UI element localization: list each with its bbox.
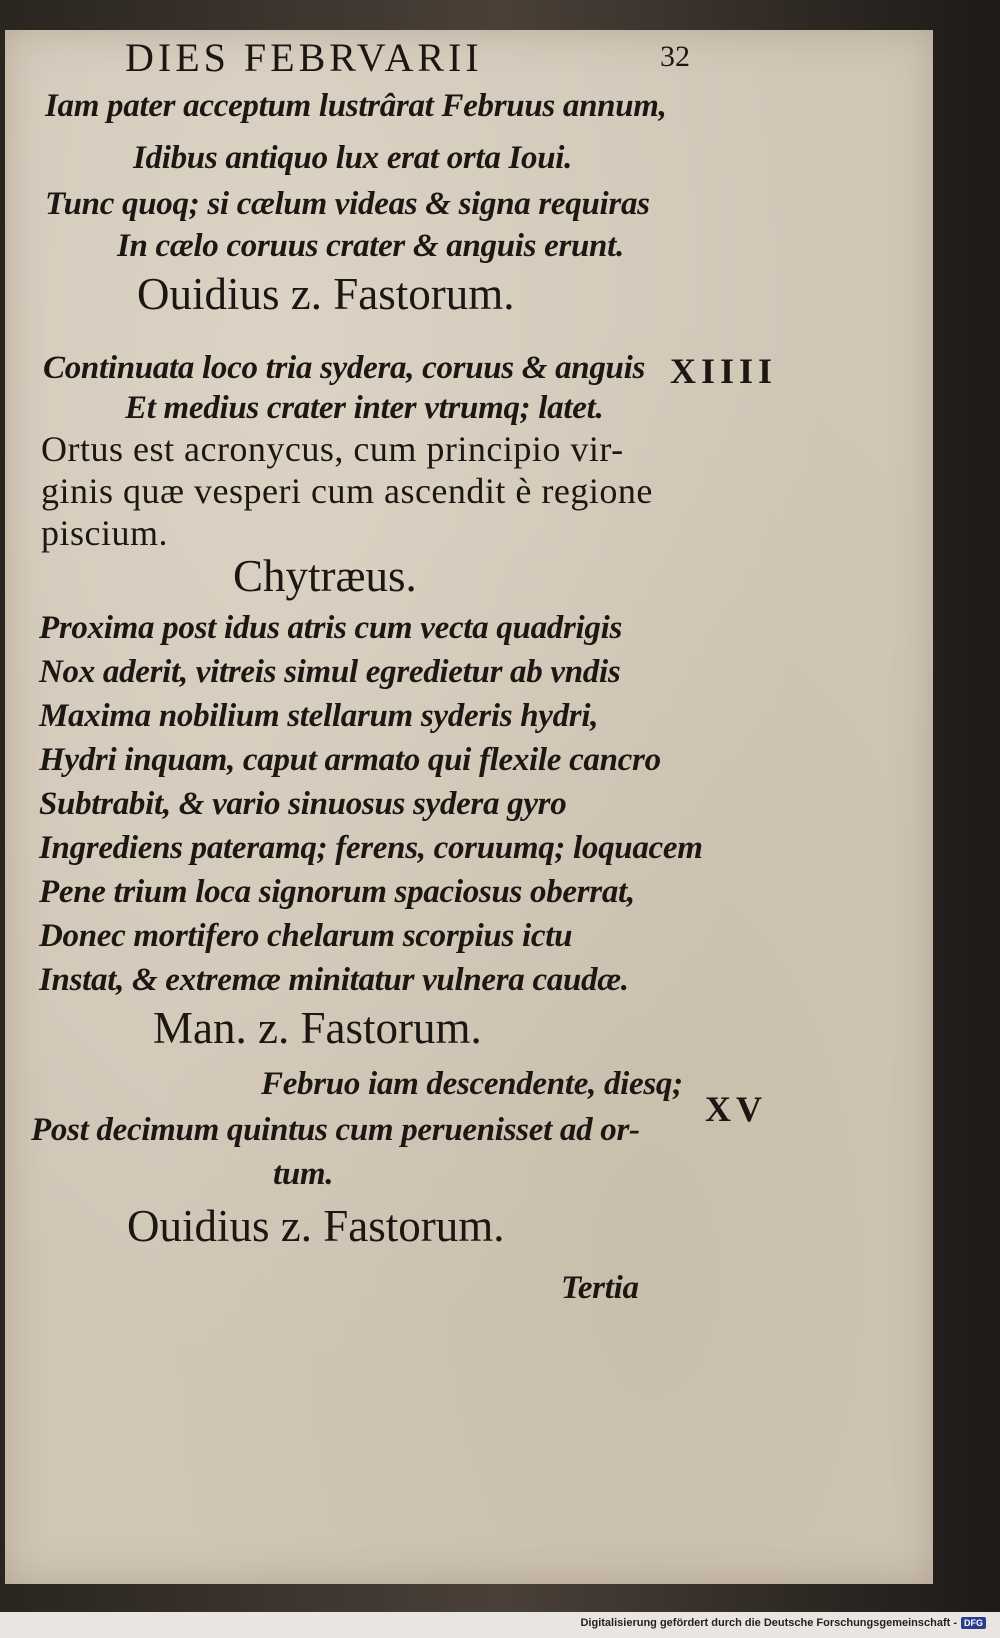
verse-line: Continuata loco tria sydera, coruus & anguis [43, 350, 646, 386]
section-heading: Chytræus. [233, 551, 417, 601]
page-number: 32 [660, 40, 690, 73]
margin-day-number: XV [705, 1089, 767, 1129]
verse-line: tum. [273, 1156, 334, 1192]
section-heading: Ouidius z. Fastorum. [137, 269, 515, 319]
verse-line: Tunc quoq; si cælum videas & signa requiras [45, 186, 650, 222]
verse-line: Et medius crater inter vtrumq; latet. [125, 390, 604, 426]
verse-line: Pene trium loca signorum spaciosus oberrat, [39, 874, 635, 910]
verse-line: Proxima post idus atris cum vecta quadrigis [39, 610, 622, 646]
verse-line: Donec mortifero chelarum scorpius ictu [39, 918, 573, 954]
margin-day-number: XIIII [670, 351, 778, 391]
verse-line: Hydri inquam, caput armato qui flexile cancro [39, 742, 661, 778]
dfg-logo: DFG [961, 1617, 986, 1629]
prose-line: piscium. [41, 513, 168, 553]
prose-line: Ortus est acronycus, cum principio vir- [41, 429, 624, 469]
verse-line: Maxima nobilium stellarum syderis hydri, [39, 698, 599, 734]
book-page [5, 30, 933, 1584]
verse-line: Iam pater acceptum lustrârat Februus annum, [45, 88, 667, 124]
verse-line: Ingrediens pateramq; ferens, coruumq; loquacem [39, 830, 703, 866]
section-heading: Ouidius z. Fastorum. [127, 1201, 505, 1251]
credit-text: Digitalisierung gefördert durch die Deutsche Forschungsgemeinschaft - [580, 1617, 957, 1629]
prose-line: ginis quæ vesperi cum ascendit è regione [41, 471, 653, 511]
verse-line: Subtrabit, & vario sinuosus sydera gyro [39, 786, 567, 822]
verse-line: In cælo coruus crater & anguis erunt. [117, 228, 624, 264]
verse-line: Idibus antiquo lux erat orta Ioui. [133, 140, 573, 176]
running-head: DIES FEBRVARII [125, 35, 483, 80]
verse-line: Post decimum quintus cum peruenisset ad or- [31, 1112, 640, 1148]
catchword: Tertia [561, 1270, 639, 1306]
verse-line: Nox aderit, vitreis simul egredietur ab vndis [39, 654, 621, 690]
section-heading: Man. z. Fastorum. [153, 1003, 482, 1053]
verse-line: Februo iam descendente, diesq; [261, 1066, 683, 1102]
verse-line: Instat, & extremæ minitatur vulnera caudæ. [39, 962, 629, 998]
digitization-credit [580, 1617, 986, 1629]
